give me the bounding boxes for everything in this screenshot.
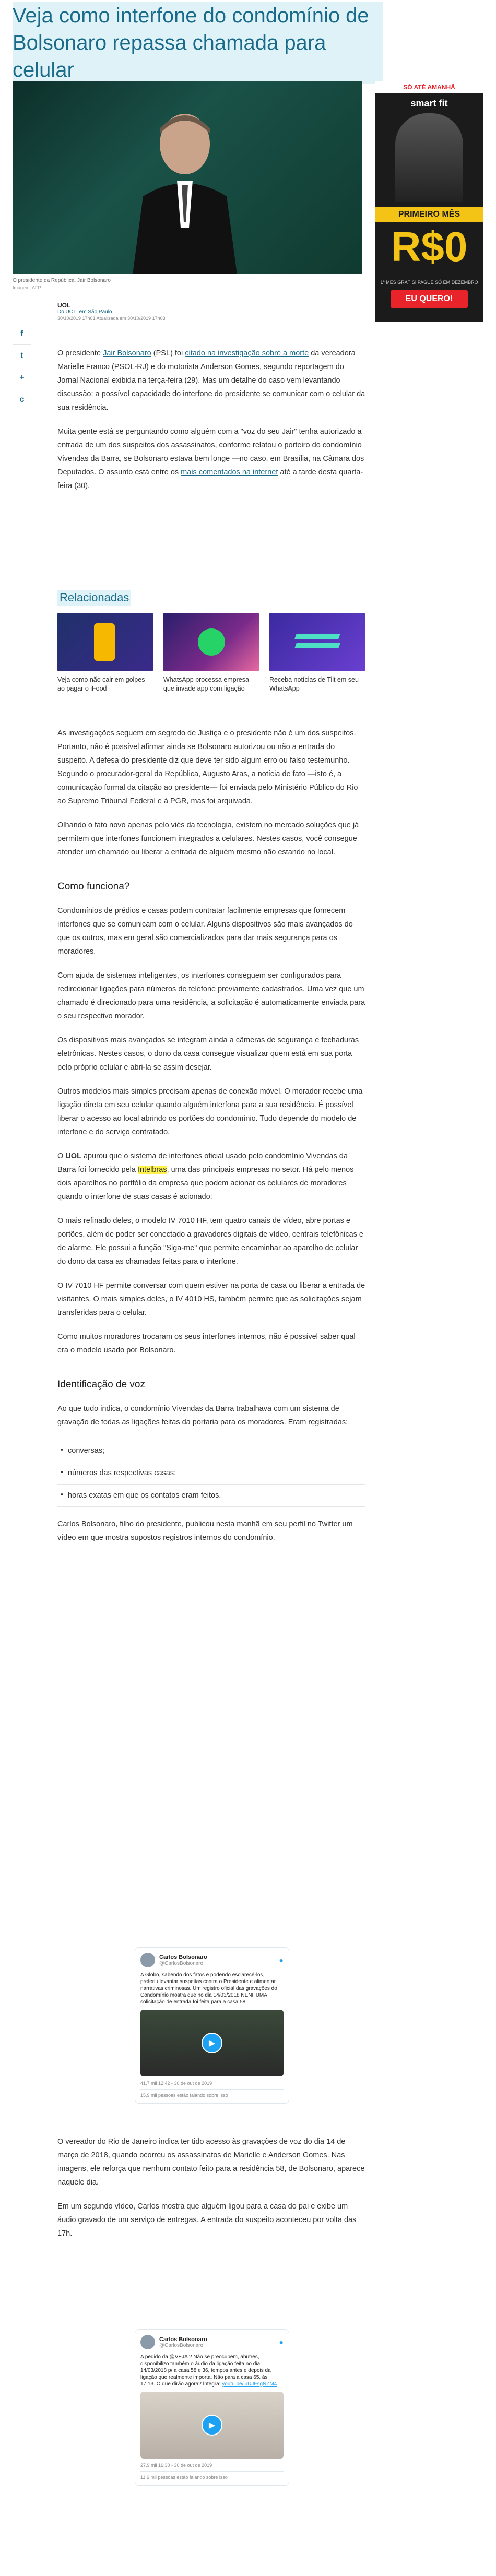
paragraph: O IV 7010 HF permite conversar com quem estiver na porta de casa ou liberar a entrada de visitantes. O mais simples deles, o IV 4010 HS, também permite que as solicitações sejam transferidas para o celular. xyxy=(57,1281,365,1317)
hero-photo xyxy=(13,81,362,274)
related-card[interactable] xyxy=(163,613,259,693)
photo-caption: O presidente da República, Jair Bolsonaro xyxy=(13,278,111,283)
tweet-link[interactable]: youtu.be/iuUJFsgNZM4 xyxy=(222,2381,277,2387)
paragraph: Carlos Bolsonaro, filho do presidente, publicou nesta manhã em seu perfil no Twitter um vídeo em que mostra supostos registros internos do condomínio. xyxy=(57,1520,353,1542)
heading-como-funciona: Como funciona? xyxy=(57,881,130,892)
paragraph: Com ajuda de sistemas inteligentes, os interfones conseguem ser configurados para redirecionar ligações para números de telefone previamente cadastrados. Uma vez que um chamado é direcionado para uma residência, a solicitação é automaticamente enviada para o seu respectivo morador. xyxy=(57,971,365,1020)
tweet-footer[interactable]: 11,6 mil pessoas estão falando sobre isso xyxy=(140,2475,228,2480)
article-body-2 xyxy=(57,727,365,1555)
photo-credit: Imagem: AFP xyxy=(13,285,41,290)
source-line[interactable]: Do UOL, em São Paulo xyxy=(57,309,112,315)
byline xyxy=(57,302,166,321)
play-icon[interactable]: ▶ xyxy=(202,2415,222,2436)
ad-price: R$0 xyxy=(391,223,468,270)
tweet-author-handle[interactable]: @CarlosBolsonaro xyxy=(159,2342,204,2348)
paragraph: O presidente Jair Bolsonaro (PSL) foi citado na investigação sobre a morte da vereadora Marielle Franco (PSOL-RJ) e do motorista Anderson Gomes, segundo reportagem do Jornal Nacional exibida na terça-feira (29). Mas um detalhe do caso vem levantando discussão: a possível capacidade do interfone do presidente se comunicar com o celular da sua residência. xyxy=(57,349,365,412)
paragraph: Condomínios de prédios e casas podem contratar facilmente empresas que fornecem interfones que se comunicam com o celular. Alguns dispositivos são mais avançados do que os outros, mas em geral são comercializados para dar mais segurança para os moradores. xyxy=(57,907,353,956)
related-thumb-whatsapp[interactable] xyxy=(163,613,259,671)
highlighted-term: Intelbras xyxy=(137,1166,167,1174)
avatar[interactable] xyxy=(140,2335,155,2349)
tweet-author-name[interactable]: Carlos Bolsonaro xyxy=(159,1954,207,1961)
twitter-share-icon[interactable]: t xyxy=(13,346,31,366)
president-figure-image xyxy=(122,102,247,274)
article-title: Veja como interfone do condomínio de Bolsonaro repassa chamada para celular xyxy=(13,2,383,84)
paragraph: Outros modelos mais simples precisam apenas de conexão móvel. O morador recebe uma ligação direta em seu celular quando alguém interfona para a sua residência. É possível liberar o acesso ao local abrindo os portões do condomínio. Tudo depende do modelo de interfone e do serviço contratado. xyxy=(57,1087,363,1136)
tweet-video[interactable] xyxy=(140,2392,284,2459)
avatar[interactable] xyxy=(140,1953,155,1967)
embedded-tweet[interactable] xyxy=(135,2329,289,2486)
paragraph: Os dispositivos mais avançados se integram ainda a câmeras de segurança e fechaduras eletrônicas. Nestes casos, o dono da casa consegue visualizar quem está em sua porta pelo próprio celular e abri-la se assim desejar. xyxy=(57,1036,359,1072)
tweet-video[interactable] xyxy=(140,2010,284,2076)
link-jair-bolsonaro[interactable]: Jair Bolsonaro xyxy=(103,349,151,358)
link-investigation[interactable]: citado na investigação sobre a morte xyxy=(185,349,309,358)
paragraph: Ao que tudo indica, o condomínio Vivendas da Barra trabalhava com um sistema de gravação de todas as ligações feitas da portaria para os moradores. Eram registradas: xyxy=(57,1405,348,1427)
ad-cta-button[interactable]: EU QUERO! xyxy=(391,290,468,308)
ad-brand: smart fit xyxy=(410,98,448,109)
article-body-1 xyxy=(57,347,365,503)
ad-person-image xyxy=(395,113,463,202)
list-item: • números das respectivas casas; xyxy=(57,1462,365,1485)
tweet-footer[interactable]: 15,9 mil pessoas estão falando sobre isso xyxy=(140,2093,228,2098)
tweet-author-handle[interactable]: @CarlosBolsonaro xyxy=(159,1960,204,1966)
tweet-meta: 27,9 mil 16:30 - 30 de out de 2019 xyxy=(140,2463,284,2472)
tweet-meta: 41,7 mil 12:42 - 30 de out de 2019 xyxy=(140,2081,284,2090)
related-text[interactable]: WhatsApp processa empresa que invade app com ligação xyxy=(163,676,249,692)
tweet-author-name[interactable]: Carlos Bolsonaro xyxy=(159,2336,207,2343)
add-share-icon[interactable]: + xyxy=(13,367,31,388)
list-item: • horas exatas em que os contatos eram feitos. xyxy=(57,1485,365,1507)
comment-icon[interactable]: c xyxy=(13,389,31,410)
related-thumb-ifood[interactable] xyxy=(57,613,153,671)
date-line: 30/10/2019 17h01 Atualizada em 30/10/2019 17h03 xyxy=(57,316,166,321)
related-text[interactable]: Veja como não cair em golpes ao pagar o iFood xyxy=(57,676,145,692)
paragraph: Muita gente está se perguntando como alguém com a "voz do seu Jair" tenha autorizado a entrada de um dos suspeitos dos assassinatos, conforme relatou o porteiro do condomínio Vivendas da Barra, se Bolsonaro estava bem longe —no caso, em Brasília, na Câmara dos Deputados. O assunto está entre os mais comentados na internet até a tarde desta quarta-feira (30). xyxy=(57,428,364,490)
related-thumb-tilt[interactable] xyxy=(269,613,365,671)
related-title: Relacionadas xyxy=(57,590,131,606)
paragraph: Olhando o fato novo apenas pelo viés da tecnologia, existem no mercado soluções que já permitem que interfones funcionem integrados a celulares. Nestes casos, você consegue atender um chamado ou liberar a entrada de alguém mesmo não estando no local. xyxy=(57,821,359,857)
ad-fine-print: 1ª MÊS GRÁTIS! PAGUE SÓ EM DEZEMBRO xyxy=(380,280,478,285)
related-card[interactable] xyxy=(57,613,153,693)
embedded-tweet[interactable] xyxy=(135,1947,289,2104)
article-body-3 xyxy=(57,2135,365,2251)
heading-identificacao-voz: Identificação de voz xyxy=(57,1379,145,1390)
paragraph: O vereador do Rio de Janeiro indica ter tido acesso às gravações de voz do dia 14 de março de 2018, quando ocorreu os assassinatos de Marielle e Anderson Gomes. Nas imagens, ele reforça que nenhum contato feito para a residência 58, de Bolsonaro, aparece naquele dia. xyxy=(57,2138,365,2187)
tweet-text: A pedido da @VEJA ? Não se preocupem, abutres, disponibilizo também o áudio da ligação feita no dia 14/03/2018 p/ a casa 58 e 36, tempos antes e depois da ligação que realmente importa. Não para a casa 65, às 17:13. O que dirão agora? Íntegra: youtu.be/iuUJFsgNZM4 xyxy=(140,2354,277,2387)
paragraph: O mais refinado deles, o modelo IV 7010 HF, tem quatro canais de vídeo, abre portas e portões, além de poder ser conectado a gravadores digitais de vídeo, centrais telefônicas e de alarme. Ele possui a função "Siga-me" que permite encaminhar ao aparelho de celular do dono da casa as chamadas feitas para o interfone. xyxy=(57,1217,363,1266)
facebook-share-icon[interactable]: f xyxy=(13,324,31,345)
uol-logo: UOL xyxy=(57,302,71,309)
paragraph: As investigações seguem em segredo de Justiça e o presidente não é um dos suspeitos. Portanto, não é possível afirmar ainda se Bolsonaro autorizou ou não a entrada do suspeito. A defesa do presidente diz que deve ter sido algum erro ou falso testemunho. Segundo o procurador-geral da República, Augusto Aras, a notícia de fato —isto é, a comunicação formal da citação ao presidente— foi enviada pelo Ministério Público do Rio ao Supremo Tribunal Federal e à PGR, mas foi arquivada. xyxy=(57,729,358,805)
article-title-wrap xyxy=(13,2,383,84)
paragraph: Em um segundo vídeo, Carlos mostra que alguém ligou para a casa do pai e exibe um áudio gravado de um serviço de entregas. A entrada do suspeito aconteceu por volta das 17h. xyxy=(57,2202,357,2238)
paragraph: Como muitos moradores trocaram os seus interfones internos, não é possível saber qual era o modelo usado por Bolsonaro. xyxy=(57,1333,356,1355)
paragraph: O UOL apurou que o sistema de interfones oficial usado pelo condomínio Vivendas da Barra foi fornecido pela Intelbras, uma das principais empresas no setor. Há pelo menos dois aparelhos no portfólio da empresa que podem acionar os celulares de moradores quando o interfone de suas casas é acionado: xyxy=(57,1152,354,1201)
tweet-text: A Globo, sabendo dos fatos e podendo esclarecê-los, preferiu levantar suspeitas contra o Presidente e alimentar narrativas criminosas. Um registro oficial das gravações do Condomínio mostra que no dia 14/03/2018 NENHUMA solicitação de entrada foi feita para a casa 58. xyxy=(140,1972,277,2005)
related-text[interactable]: Receba notícias de Tilt em seu WhatsApp xyxy=(269,676,359,692)
ad-top-text: SÓ ATÉ AMANHÃ xyxy=(375,81,483,93)
related-card[interactable] xyxy=(269,613,365,693)
related-section xyxy=(57,590,365,693)
ad-banner[interactable] xyxy=(375,81,483,322)
link-trending[interactable]: mais comentados na internet xyxy=(181,468,278,477)
ad-promo: PRIMEIRO MÊS xyxy=(375,207,483,222)
play-icon[interactable]: ▶ xyxy=(202,2033,222,2053)
twitter-bird-icon[interactable]: ● xyxy=(279,1956,284,1964)
records-list xyxy=(57,1440,365,1507)
twitter-bird-icon[interactable]: ● xyxy=(279,2338,284,2346)
list-item: • conversas; xyxy=(57,1440,365,1462)
